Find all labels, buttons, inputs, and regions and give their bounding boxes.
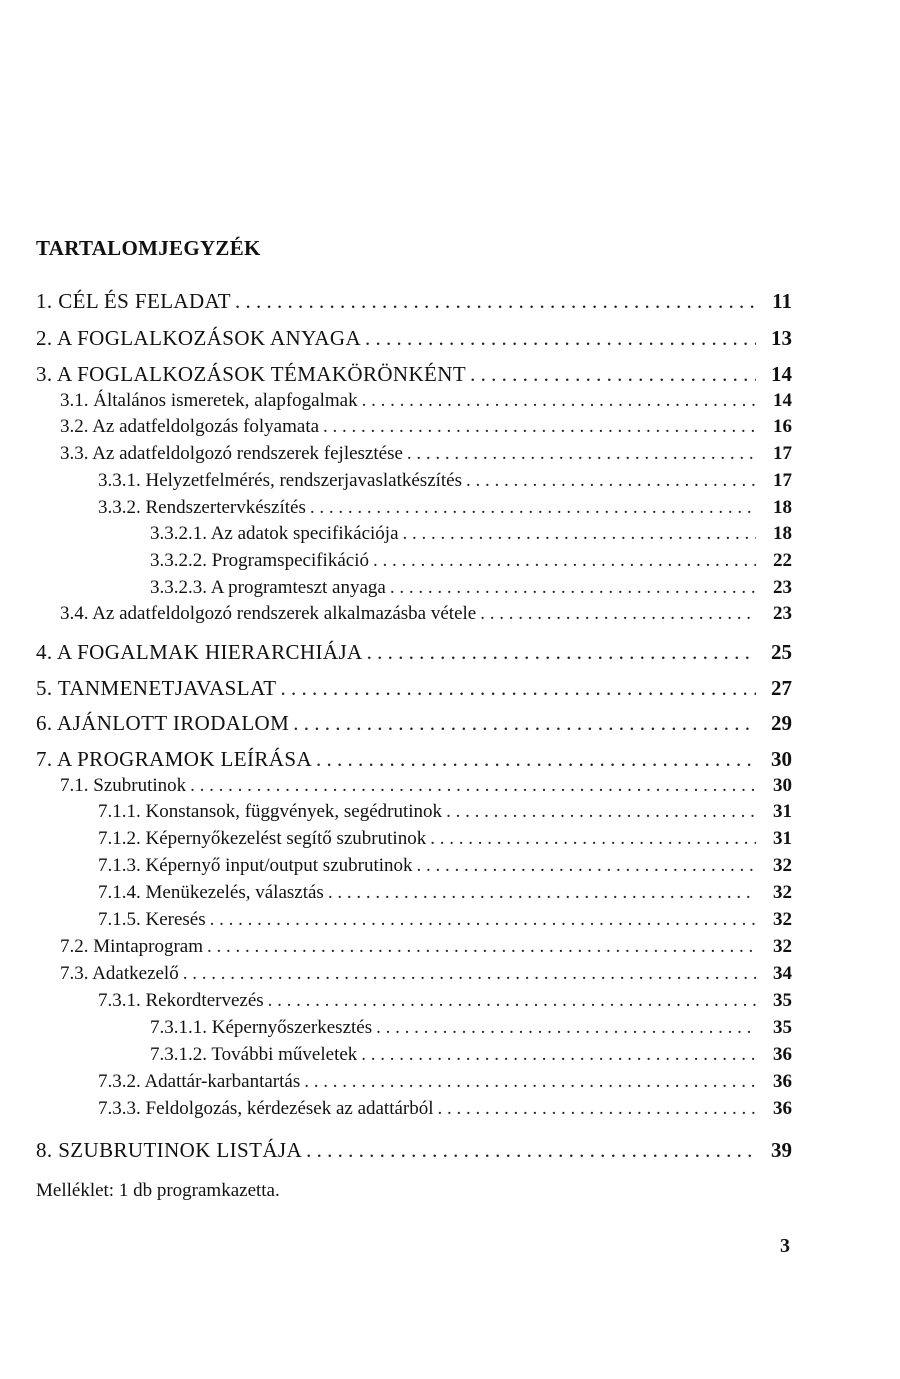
toc-entry <box>36 362 792 387</box>
toc-entry-label: 3.3.1. Helyzetfelmérés, rendszerjavaslatkészítés <box>98 470 463 491</box>
toc-entry-label: 7.3.1.2. További műveletek <box>150 1044 358 1065</box>
dot-leader <box>316 747 756 772</box>
dot-leader <box>362 390 756 412</box>
dot-leader <box>407 443 756 465</box>
toc-entry <box>36 711 792 736</box>
dot-leader <box>403 523 756 545</box>
dot-leader <box>430 828 756 850</box>
toc-entry-label: 7. A PROGRAMOK LEÍRÁSA <box>36 747 313 771</box>
dot-leader <box>480 603 756 625</box>
toc-entry-label: 5. TANMENETJAVASLAT <box>36 676 277 700</box>
dot-leader <box>268 990 756 1012</box>
dot-leader <box>466 470 756 492</box>
dot-leader <box>373 550 756 572</box>
toc-entry <box>150 523 792 545</box>
toc-entry-label: 4. A FOGALMAK HIERARCHIÁJA <box>36 640 363 664</box>
toc-entry <box>36 640 792 665</box>
toc-entry-page: 32 <box>773 882 792 903</box>
toc-entry-page: 31 <box>773 801 792 822</box>
toc-entry-page: 32 <box>773 855 792 876</box>
toc-entry-page: 35 <box>773 990 792 1011</box>
dot-leader <box>210 909 756 931</box>
toc-entry <box>98 909 792 931</box>
toc-entry-label: 3.3. Az adatfeldolgozó rendszerek fejlesztése <box>60 443 403 464</box>
dot-leader <box>190 775 756 797</box>
toc-entry-label: 3. A FOGLALKOZÁSOK TÉMAKÖRÖNKÉNT <box>36 362 467 386</box>
toc-entry-page: 34 <box>773 963 792 984</box>
dot-leader <box>361 1044 756 1066</box>
toc-entry-page: 18 <box>773 497 792 518</box>
toc-entry-label: 7.3.1. Rekordtervezés <box>98 990 264 1011</box>
toc-entry-label: 7.1.1. Konstansok, függvények, segédrutinok <box>98 801 443 822</box>
toc-entry <box>150 550 792 572</box>
dot-leader <box>446 801 756 823</box>
dot-leader <box>417 855 756 877</box>
toc-entry-label: 7.1.4. Menükezelés, választás <box>98 882 324 903</box>
dot-leader <box>438 1098 756 1120</box>
toc-entry-label: 7.3.2. Adattár-karbantartás <box>98 1071 301 1092</box>
toc-entry-label: 3.1. Általános ismeretek, alapfogalmak <box>60 390 358 411</box>
dot-leader <box>365 326 756 351</box>
toc-entry-page: 23 <box>773 603 792 624</box>
toc-entry <box>60 775 792 797</box>
dot-leader <box>306 1138 756 1163</box>
toc-entry-page: 16 <box>773 416 792 437</box>
toc-entry-label: 2. A FOGLALKOZÁSOK ANYAGA <box>36 326 362 350</box>
toc-entry-label: 7.3.3. Feldolgozás, kérdezések az adattárból <box>98 1098 434 1119</box>
toc-entry <box>98 1098 792 1120</box>
toc-entry-page: 18 <box>773 523 792 544</box>
toc-entry <box>98 882 792 904</box>
toc-entry <box>98 1071 792 1093</box>
toc-entry-label: 3.4. Az adatfeldolgozó rendszerek alkalmazásba vétele <box>60 603 477 624</box>
toc-entry <box>98 497 792 519</box>
toc-entry-label: 7.2. Mintaprogram <box>60 936 204 957</box>
toc-entry-page: 39 <box>771 1138 792 1162</box>
dot-leader <box>280 676 756 701</box>
toc-entry-page: 23 <box>773 577 792 598</box>
toc-entry-page: 36 <box>773 1098 792 1119</box>
toc-entry-label: 7.1.5. Keresés <box>98 909 206 930</box>
toc-entry <box>150 1044 792 1066</box>
toc-entry-page: 11 <box>772 289 792 313</box>
page-number: 3 <box>780 1235 790 1257</box>
toc-entry <box>36 747 792 772</box>
toc-entry-page: 36 <box>773 1071 792 1092</box>
toc-entry-label: 7.3.1.1. Képernyőszerkesztés <box>150 1017 373 1038</box>
toc-entry <box>60 416 792 438</box>
page-title: TARTALOMJEGYZÉK <box>36 236 261 260</box>
toc-entry <box>60 443 792 465</box>
toc-entry <box>60 603 792 625</box>
toc-entry <box>150 577 792 599</box>
toc-entry-page: 13 <box>771 326 792 350</box>
toc-entry <box>36 1138 792 1163</box>
toc-entry-page: 17 <box>773 443 792 464</box>
toc-entry <box>98 828 792 850</box>
toc-entry-label: 3.3.2.3. A programteszt anyaga <box>150 577 386 598</box>
toc-entry-label: 7.1. Szubrutinok <box>60 775 187 796</box>
toc-entry <box>98 801 792 823</box>
toc-entry <box>36 676 792 701</box>
toc-entry <box>60 963 792 985</box>
toc-entry-label: 3.3.2. Rendszertervkészítés <box>98 497 306 518</box>
dot-leader <box>235 289 756 314</box>
attachment-note: Melléklet: 1 db programkazetta. <box>36 1180 280 1201</box>
dot-leader <box>183 963 756 985</box>
toc-entry <box>60 390 792 412</box>
toc-entry-page: 32 <box>773 909 792 930</box>
toc-entry-label: 8. SZUBRUTINOK LISTÁJA <box>36 1138 303 1162</box>
dot-leader <box>328 882 756 904</box>
dot-leader <box>293 711 756 736</box>
toc-entry-label: 7.1.3. Képernyő input/output szubrutinok <box>98 855 413 876</box>
toc-entry-page: 31 <box>773 828 792 849</box>
toc-entry-label: 1. CÉL ÉS FELADAT <box>36 289 232 313</box>
toc-entry-page: 30 <box>773 775 792 796</box>
toc-entry <box>36 289 792 314</box>
toc-entry-page: 35 <box>773 1017 792 1038</box>
toc-entry-label: 3.3.2.2. Programspecifikáció <box>150 550 369 571</box>
toc-entry <box>98 855 792 877</box>
toc-entry <box>36 326 792 351</box>
dot-leader <box>367 640 756 665</box>
toc-entry <box>60 936 792 958</box>
dot-leader <box>470 362 756 387</box>
toc-entry-page: 22 <box>773 550 792 571</box>
toc-entry-page: 17 <box>773 470 792 491</box>
dot-leader <box>304 1071 756 1093</box>
dot-leader <box>207 936 756 958</box>
toc-entry <box>150 1017 792 1039</box>
toc-entry-page: 30 <box>771 747 792 771</box>
toc-entry-page: 25 <box>771 640 792 664</box>
dot-leader <box>310 497 756 519</box>
toc-entry-page: 36 <box>773 1044 792 1065</box>
toc-entry-label: 7.3. Adatkezelő <box>60 963 179 984</box>
dot-leader <box>376 1017 756 1039</box>
toc-entry-label: 3.2. Az adatfeldolgozás folyamata <box>60 416 320 437</box>
dot-leader <box>390 577 756 599</box>
toc-entry-label: 7.1.2. Képernyőkezelést segítő szubrutinok <box>98 828 427 849</box>
dot-leader <box>323 416 756 438</box>
toc-entry-page: 32 <box>773 936 792 957</box>
toc-entry <box>98 470 792 492</box>
toc-entry-page: 14 <box>771 362 792 386</box>
toc-entry <box>98 990 792 1012</box>
toc-entry-page: 29 <box>771 711 792 735</box>
toc-entry-label: 3.3.2.1. Az adatok specifikációja <box>150 523 399 544</box>
toc-entry-label: 6. AJÁNLOTT IRODALOM <box>36 711 290 735</box>
toc-entry-page: 27 <box>771 676 792 700</box>
toc-entry-page: 14 <box>773 390 792 411</box>
